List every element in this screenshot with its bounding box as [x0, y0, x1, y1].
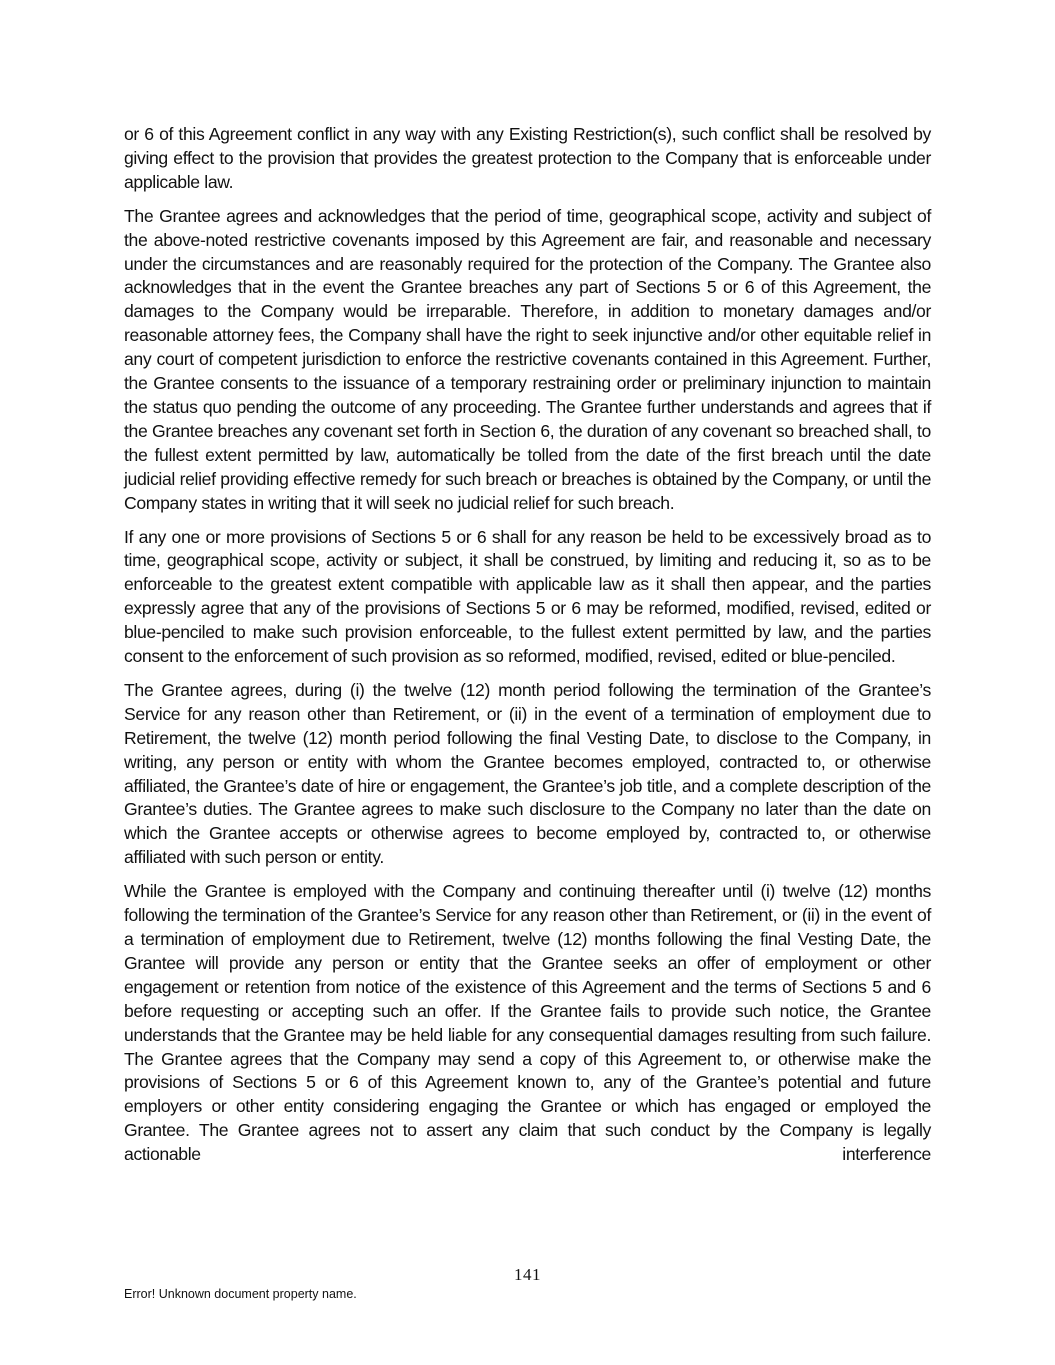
- footer-error-note: Error! Unknown document property name.: [124, 1287, 357, 1301]
- paragraph-notice-to-employers: While the Grantee is employed with the Company and continuing thereafter until (i) twelve (12) months following the termination of the Grantee’s Service for any reason other than Retirement, or (ii) in the event of a termination of employment due to Retirement, twelve (12) months following the final Vesting Date, the Grantee will provide any person or entity that the Grantee seeks an offer of employment or other engagement or retention from notice of the existence of this Agreement and the terms of Sections 5 and 6 before requesting or accepting such an offer. If the Grantee fails to provide such notice, the Grantee understands that the Grantee may be held liable for any consequential damages resulting from such failure. The Grantee agrees that the Company may send a copy of this Agreement to, or otherwise make the provisions of Sections 5 or 6 of this Agreement known to, any of the Grantee’s potential and future employers or other entity considering engaging the Grantee or which has engaged or employed the Grantee. The Grantee agrees not to assert any claim that such conduct by the Company is legally actionable interference: [124, 881, 931, 1165]
- paragraph-existing-restrictions: or 6 of this Agreement conflict in any way with any Existing Restriction(s), such conflict shall be resolved by giving effect to the provision that provides the greatest protection to the Company that is enforceable under applicable law.: [124, 124, 931, 192]
- paragraph-severability: If any one or more provisions of Sections 5 or 6 shall for any reason be held to be excessively broad as to time, geographical scope, activity or subject, it shall be construed, by limiting and reducing it, so as to be enforceable to the greatest extent compatible with applicable law as it shall then appear, and the parties expressly agree that any of the provisions of Sections 5 or 6 may be reformed, modified, revised, edited or blue-penciled to make such provision enforceable, to the fullest extent permitted by law, and the parties consent to the enforcement of such provision as so reformed, modified, revised, edited or blue-penciled.: [124, 526, 931, 667]
- page-number: 141: [514, 1265, 541, 1284]
- document-body: [124, 123, 931, 1177]
- paragraph-acknowledgement-of-covenants: The Grantee agrees and acknowledges that the period of time, geographical scope, activity and subject of the above-noted restrictive covenants imposed by this Agreement are fair, and reasonable and necessary under the circumstances and are reasonably required for the protection of the Company. The Grantee also acknowledges that in the event the Grantee breaches any part of Sections 5 or 6 of this Agreement, the damages to the Company would be irreparable. Therefore, in addition to monetary damages and/or reasonable attorney fees, the Company shall have the right to seek injunctive and/or other equitable relief in any court of competent jurisdiction to enforce the restrictive covenants contained in this Agreement. Further, the Grantee consents to the issuance of a temporary restraining order or preliminary injunction to maintain the status quo pending the outcome of any proceeding. The Grantee further understands and agrees that if the Grantee breaches any covenant set forth in Section 6, the duration of any covenant so breached shall, to the fullest extent permitted by law, automatically be tolled from the date of the first breach until the date judicial relief providing effective remedy for such breach or breaches is obtained by the Company, or until the Company states in writing that it will seek no judicial relief for such breach.: [124, 205, 931, 513]
- paragraph-disclosure-obligation: The Grantee agrees, during (i) the twelve (12) month period following the termination of the Grantee’s Service for any reason other than Retirement, or (ii) in the event of a termination of employment due to Retirement, the twelve (12) month period following the final Vesting Date, to disclose to the Company, in writing, any person or entity with whom the Grantee becomes employed, contracted to, or otherwise affiliated, the Grantee’s date of hire or engagement, the Grantee’s job title, and a complete description of the Grantee’s duties. The Grantee agrees to make such disclosure to the Company no later than the date on which the Grantee accepts or otherwise agrees to become employed by, contracted to, or otherwise affiliated with such person or entity.: [124, 679, 931, 868]
